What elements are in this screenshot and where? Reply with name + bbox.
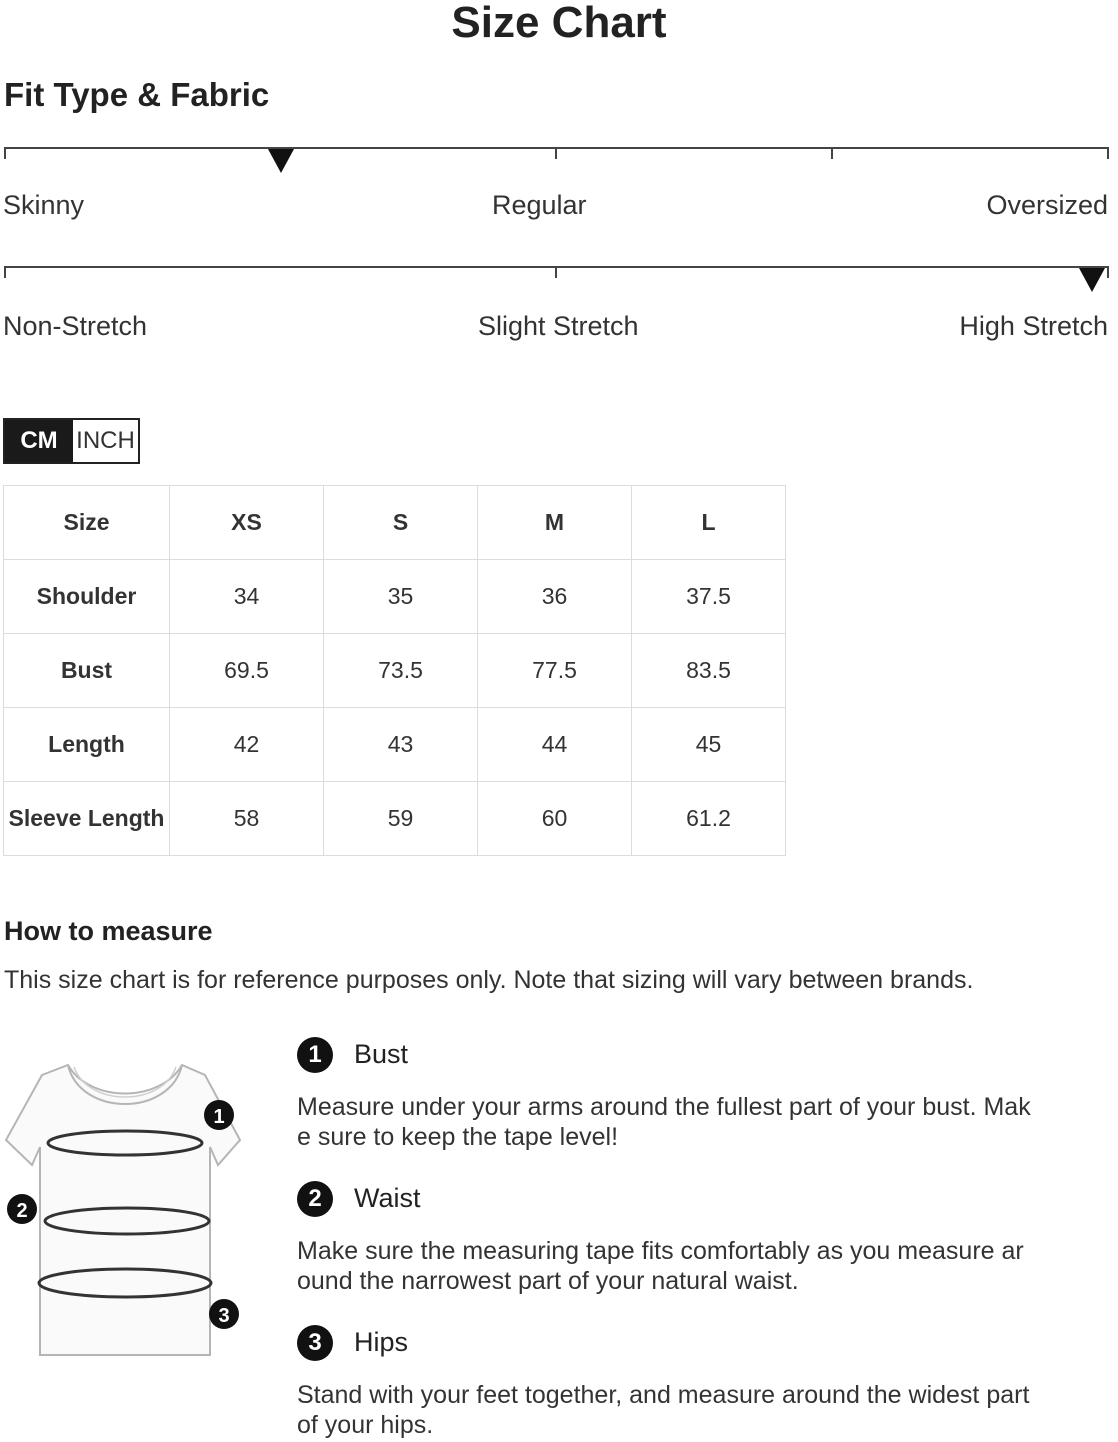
table-cell: 69.5 [170, 634, 324, 708]
table-cell: 83.5 [632, 634, 786, 708]
table-row-label: Length [4, 708, 170, 782]
stretch-label-slight-stretch: Slight Stretch [478, 311, 639, 341]
page-title: Size Chart [451, 0, 667, 47]
table-row-label: Sleeve Length [4, 782, 170, 856]
step-desc-bust: Measure under your arms around the fullest part of your bust. Make sure to keep the tape level! [297, 1093, 1031, 1151]
diagram-marker-waist [7, 1194, 37, 1224]
stretch-scale-tick [4, 266, 6, 278]
table-cell: 35 [324, 560, 478, 634]
step-badge-bust: 1 [297, 1037, 333, 1073]
size-table [3, 485, 786, 856]
stretch-label-non-stretch: Non-Stretch [3, 311, 148, 341]
svg-text:2: 2 [16, 1200, 28, 1222]
table-cell: 59 [324, 782, 478, 856]
table-cell: 45 [632, 708, 786, 782]
fit-scale-tick [4, 147, 6, 159]
table-row [4, 708, 786, 782]
step-desc-hips: Stand with your feet together, and measure around the widest part of your hips. [297, 1381, 1030, 1439]
fit-scale-pointer-icon [268, 149, 294, 173]
unit-toggle [3, 418, 140, 464]
stretch-scale-line [5, 266, 1109, 268]
table-header-row [4, 486, 786, 560]
table-cell: 77.5 [478, 634, 632, 708]
unit-cm-button[interactable]: CM [5, 420, 73, 462]
fit-label-oversized: Oversized [986, 190, 1108, 220]
diagram-marker-bust [204, 1100, 234, 1130]
fit-scale-tick [1107, 147, 1109, 159]
tshirt-diagram-icon [0, 1055, 250, 1365]
table-row [4, 560, 786, 634]
table-cell: 60 [478, 782, 632, 856]
table-header-cell: S [324, 486, 478, 560]
fit-scale-tick [555, 147, 557, 159]
table-cell: 61.2 [632, 782, 786, 856]
step-badge-waist: 2 [297, 1181, 333, 1217]
table-cell: 42 [170, 708, 324, 782]
table-cell: 34 [170, 560, 324, 634]
fit-label-skinny: Skinny [3, 190, 85, 220]
stretch-scale-tick [1107, 266, 1109, 278]
table-header-cell: Size [4, 486, 170, 560]
table-row [4, 782, 786, 856]
how-to-measure-note: This size chart is for reference purposes only. Note that sizing will vary between brands. [4, 966, 974, 994]
fit-label-regular: Regular [492, 190, 587, 220]
table-header-cell: M [478, 486, 632, 560]
table-cell: 58 [170, 782, 324, 856]
table-row-label: Shoulder [4, 560, 170, 634]
fit-section-heading: Fit Type & Fabric [4, 76, 270, 113]
table-row [4, 634, 786, 708]
table-cell: 44 [478, 708, 632, 782]
table-header-cell: L [632, 486, 786, 560]
table-cell: 73.5 [324, 634, 478, 708]
how-to-measure-heading: How to measure [4, 916, 213, 946]
stretch-label-high-stretch: High Stretch [959, 311, 1108, 341]
table-cell: 37.5 [632, 560, 786, 634]
diagram-marker-hips [209, 1299, 239, 1329]
table-cell: 36 [478, 560, 632, 634]
step-desc-waist: Make sure the measuring tape fits comfortably as you measure around the narrowest part of your natural waist. [297, 1237, 1024, 1295]
fit-scale-line [5, 147, 1109, 149]
step-badge-hips: 3 [297, 1325, 333, 1361]
stretch-scale-tick [555, 266, 557, 278]
svg-text:1: 1 [213, 1106, 225, 1128]
step-title-hips: Hips [354, 1327, 409, 1357]
step-title-bust: Bust [354, 1039, 409, 1069]
unit-inch-button[interactable]: INCH [73, 420, 138, 462]
table-row-label: Bust [4, 634, 170, 708]
svg-text:3: 3 [218, 1305, 230, 1327]
fit-scale-tick [831, 147, 833, 159]
table-cell: 43 [324, 708, 478, 782]
table-header-cell: XS [170, 486, 324, 560]
step-title-waist: Waist [354, 1183, 421, 1213]
stretch-scale-pointer-icon [1079, 268, 1105, 292]
